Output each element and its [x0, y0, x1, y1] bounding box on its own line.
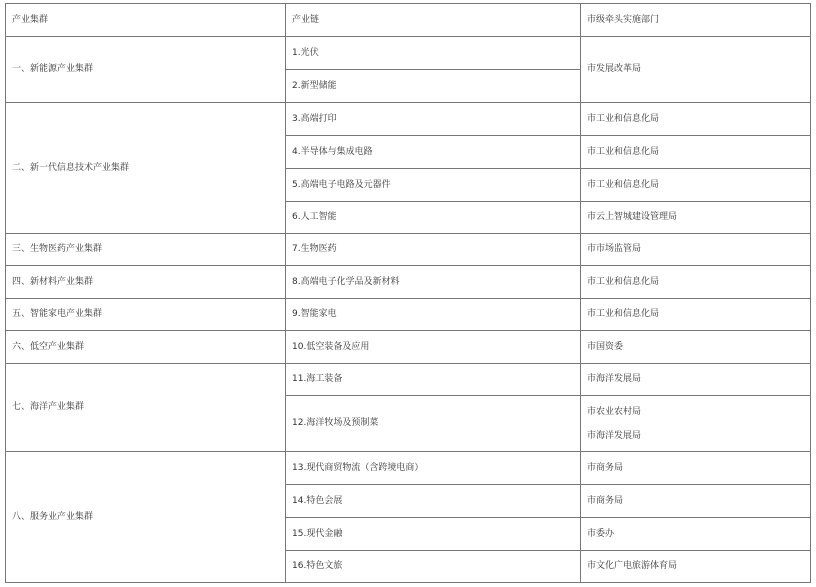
- department-cell: 市发展改革局: [581, 37, 811, 103]
- chain-cell: 11.海工装备: [286, 364, 581, 396]
- table-row: [6, 103, 811, 136]
- table-body: [6, 4, 811, 583]
- department-cell: 市工业和信息化局: [581, 169, 811, 202]
- chain-cell: 13.现代商贸物流（含跨境电商）: [286, 452, 581, 485]
- department-cell: 市工业和信息化局: [581, 299, 811, 331]
- cluster-cell: 五、智能家电产业集群: [6, 299, 286, 331]
- table-row: [6, 37, 811, 70]
- chain-cell: 16.特色文旅: [286, 551, 581, 583]
- chain-cell: 6.人工智能: [286, 202, 581, 234]
- department-cell: 市委办: [581, 518, 811, 551]
- table-row: [6, 299, 811, 331]
- chain-cell: 9.智能家电: [286, 299, 581, 331]
- chain-cell: 15.现代金融: [286, 518, 581, 551]
- department-cell: [581, 396, 811, 452]
- chain-cell: 8.高端电子化学品及新材料: [286, 266, 581, 299]
- cluster-cell: 三、生物医药产业集群: [6, 234, 286, 266]
- department-line: 市海洋发展局: [587, 430, 642, 441]
- chain-cell: 14.特色会展: [286, 485, 581, 518]
- cluster-cell: 七、海洋产业集群: [6, 364, 286, 452]
- department-cell: 市工业和信息化局: [581, 266, 811, 299]
- chain-cell: 3.高端打印: [286, 103, 581, 136]
- department-cell: 市工业和信息化局: [581, 103, 811, 136]
- department-cell: 市文化广电旅游体育局: [581, 551, 811, 583]
- chain-cell: 7.生物医药: [286, 234, 581, 266]
- header-department: 市级牵头实施部门: [581, 4, 811, 37]
- department-cell: 市市场监管局: [581, 234, 811, 266]
- table-row: [6, 266, 811, 299]
- cluster-cell: 一、新能源产业集群: [6, 37, 286, 103]
- chain-cell: 10.低空装备及应用: [286, 331, 581, 364]
- header-row: [6, 4, 811, 37]
- cluster-cell: 六、低空产业集群: [6, 331, 286, 364]
- department-cell: 市商务局: [581, 485, 811, 518]
- industry-cluster-table-wrapper: [5, 3, 811, 583]
- chain-cell: 4.半导体与集成电路: [286, 136, 581, 169]
- chain-cell: 12.海洋牧场及预制菜: [286, 396, 581, 452]
- department-cell: 市海洋发展局: [581, 364, 811, 396]
- department-line: 市农业农村局: [587, 406, 642, 417]
- cluster-cell: 二、新一代信息技术产业集群: [6, 103, 286, 234]
- department-cell: 市云上智城建设管理局: [581, 202, 811, 234]
- table-row: [6, 234, 811, 266]
- cluster-cell: 八、服务业产业集群: [6, 452, 286, 583]
- table-row: [6, 364, 811, 396]
- chain-cell: 2.新型储能: [286, 70, 581, 103]
- department-cell: 市工业和信息化局: [581, 136, 811, 169]
- header-cluster: 产业集群: [6, 4, 286, 37]
- table-row: [6, 452, 811, 485]
- department-cell: 市商务局: [581, 452, 811, 485]
- cluster-cell: 四、新材料产业集群: [6, 266, 286, 299]
- chain-cell: 5.高端电子电路及元器件: [286, 169, 581, 202]
- header-chain: 产业链: [286, 4, 581, 37]
- department-cell: 市国资委: [581, 331, 811, 364]
- industry-cluster-table: [5, 3, 811, 583]
- table-row: [6, 331, 811, 364]
- chain-cell: 1.光伏: [286, 37, 581, 70]
